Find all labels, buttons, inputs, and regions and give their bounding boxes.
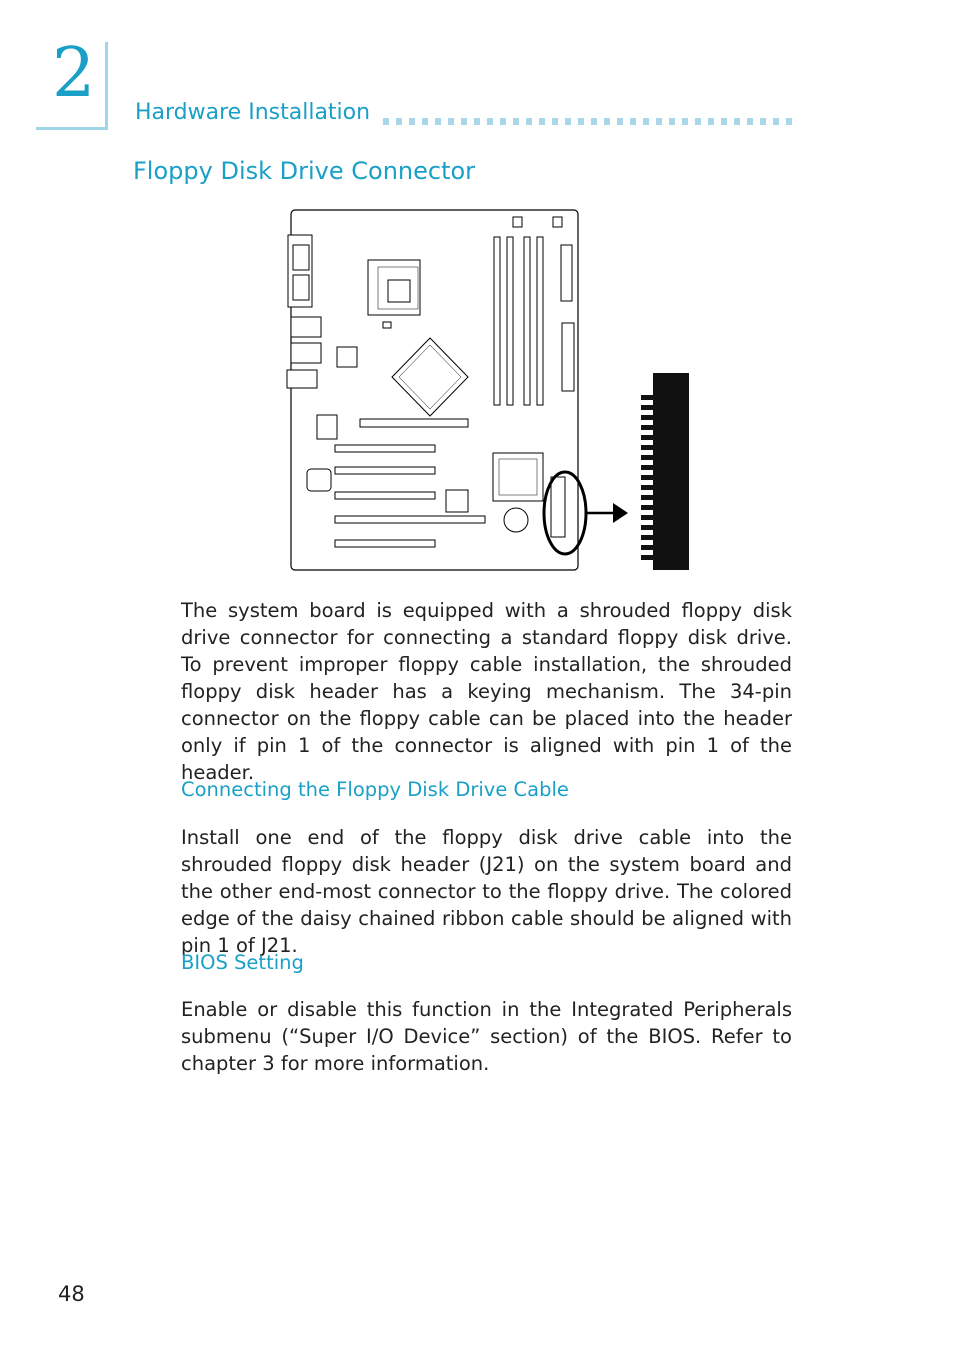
io-lan: [291, 343, 321, 363]
io-usb: [291, 317, 321, 337]
ide-header: [562, 323, 574, 391]
cmos-battery: [504, 508, 528, 532]
pointer-arrow-head: [613, 503, 628, 523]
chapter-box-vertical: [105, 42, 108, 128]
southbridge-chip: [493, 453, 543, 501]
agp-slot: [360, 419, 468, 427]
intro-paragraph: The system board is equipped with a shrouded floppy disk drive connector for connecting a standard floppy disk drive. To prevent improper floppy cable installation, the shrouded floppy disk header has a keying mechanism. The 34-pin connector on the floppy cable can be placed into the header only if pin 1 of the connector is aligned with pin 1 of the header.: [181, 599, 792, 784]
floppy-header-j21: [551, 477, 565, 537]
chapter-title: Hardware Installation: [135, 100, 371, 125]
chapter-number: 2: [52, 34, 96, 113]
chapter-box-horizontal: [36, 127, 108, 130]
atx-power: [561, 245, 572, 301]
bios-setting-paragraph: Enable or disable this function in the Integrated Peripherals submenu (“Super I/O Device” section) of the BIOS. Refer to chapter 3 for more information.: [181, 998, 792, 1075]
io-audio: [287, 370, 317, 388]
title-dots: [383, 118, 798, 125]
page-number: 48: [58, 1282, 85, 1306]
cpu-socket: [368, 260, 420, 315]
connecting-cable-paragraph: Install one end of the floppy disk drive cable into the shrouded floppy disk header (J21) on the system board and the other end-most connector to the floppy drive. The colored edge of the daisy chained ribbon cable should be aligned with pin 1 of J21.: [181, 826, 792, 957]
io-ports-top: [288, 235, 312, 307]
floppy-connector-enlarged: [641, 373, 689, 570]
subheading-connecting-cable: Connecting the Floppy Disk Drive Cable: [181, 778, 569, 801]
subheading-bios-setting: BIOS Setting: [181, 951, 304, 974]
motherboard-diagram: [285, 205, 695, 575]
page-heading: Floppy Disk Drive Connector: [133, 157, 476, 185]
